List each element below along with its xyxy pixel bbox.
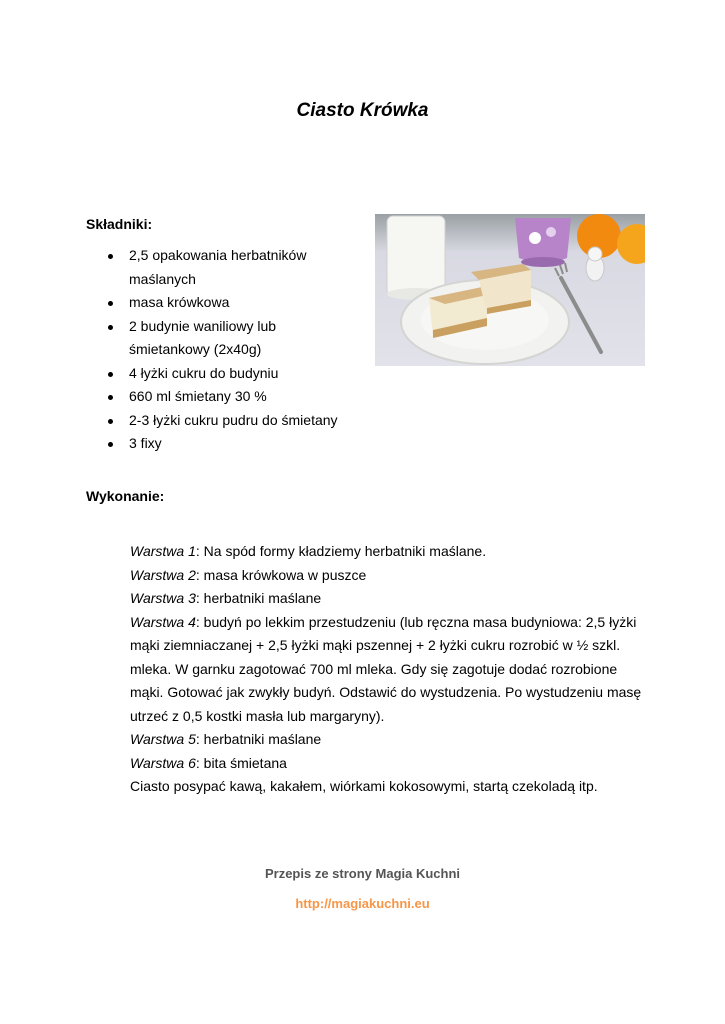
method-heading: Wykonanie: (86, 488, 165, 504)
step-label: Warstwa 6 (130, 754, 196, 771)
step-text: : herbatniki maślane (195, 590, 322, 606)
step-paragraph (130, 728, 650, 752)
step-text: : herbatniki maślane (195, 731, 322, 747)
step-paragraph (130, 752, 650, 776)
step-text: : Na spód formy kładziemy herbatniki maślane. (195, 543, 487, 559)
step-paragraph (130, 587, 650, 611)
step-text: : masa krówkowa w puszce (195, 566, 367, 583)
step-text: Ciasto posypać kawą, kakałem, wiórkami kokosowymi, startą czekoladą itp. (130, 778, 598, 794)
step-text: : bita śmietana (195, 754, 287, 771)
ingredient-item: 3 fixy (108, 432, 358, 456)
step-label: Warstwa 5 (130, 731, 196, 747)
ingredient-item: 4 łyżki cukru do budyniu (108, 362, 358, 386)
step-text: : budyń po lekkim przestudzeniu (lub ręczna masa budyniowa: 2,5 łyżki mąki ziemniaczanej + 2,5 łyżki mąki pszennej + 2 łyżki cukru rozrobić w ½ szkl. mleka. W garnku zagotować 700 ml mleka. Gdy się zagotuje dodać rozrobione mąki. Gotować jak zwykły budyń. Odstawić do wystudzenia. Po wystudzeniu masę utrzeć z 0,5 kostki masła lub margaryny). (130, 613, 642, 724)
ingredient-item: masa krówkowa (108, 291, 358, 315)
website-link[interactable]: http://magiakuchni.eu (295, 896, 430, 911)
recipe-source: Przepis ze strony Magia Kuchni (264, 866, 461, 881)
ingredients-list (108, 244, 358, 456)
ingredient-item: 660 ml śmietany 30 % (108, 385, 358, 409)
step-label: Warstwa 1 (130, 543, 196, 559)
ingredient-item: 2,5 opakowania herbatników maślanych (108, 244, 358, 291)
document-title: Ciasto Krówka (296, 100, 429, 121)
method-steps (130, 540, 650, 799)
step-paragraph (130, 611, 650, 729)
ingredient-item: 2-3 łyżki cukru pudru do śmietany (108, 409, 358, 433)
step-paragraph (130, 540, 650, 564)
ingredients-heading: Składniki: (86, 216, 153, 232)
step-label: Warstwa 2 (130, 566, 196, 583)
ingredient-item: 2 budynie waniliowy lub śmietankowy (2x40g) (108, 315, 358, 362)
step-label: Warstwa 4 (130, 613, 196, 630)
step-label: Warstwa 3 (130, 590, 196, 606)
step-paragraph (130, 564, 650, 588)
final-note (130, 775, 650, 799)
cake-photo (375, 214, 645, 366)
